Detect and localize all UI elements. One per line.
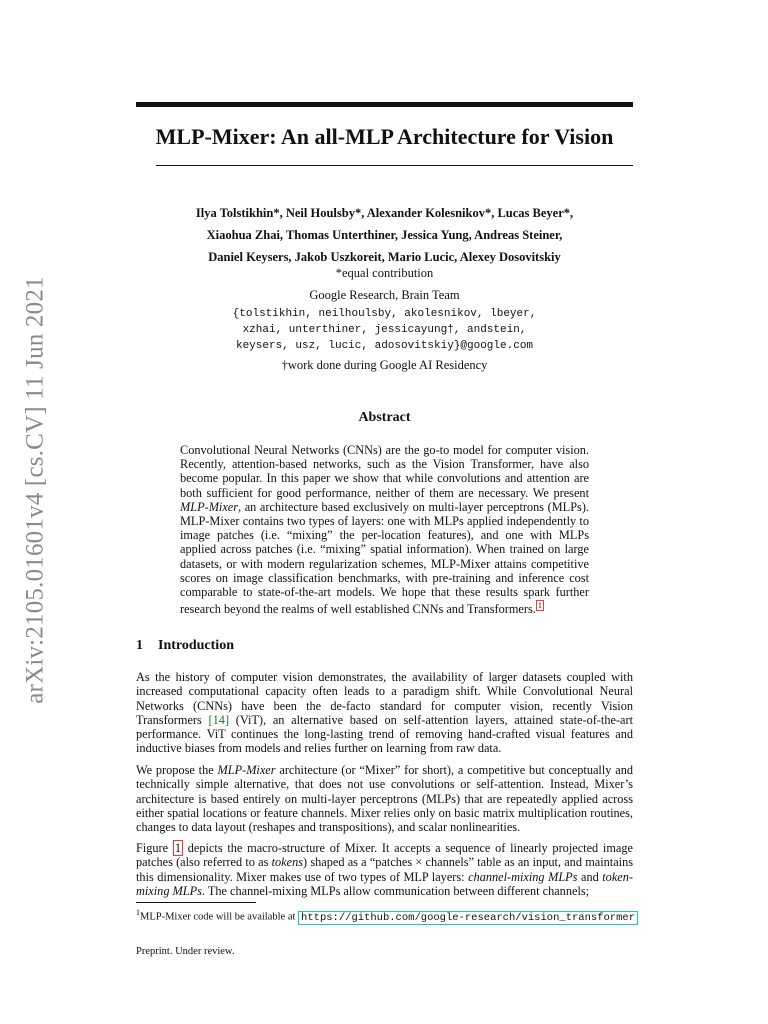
section-number: 1 xyxy=(136,638,143,653)
footnote-mark: 1 xyxy=(136,908,140,917)
residency-note: †work done during Google AI Residency xyxy=(281,358,488,372)
preprint-note: Preprint. Under review. xyxy=(136,946,235,957)
p3-text-d: and xyxy=(577,869,603,884)
equal-contribution-note: *equal contribution xyxy=(335,266,434,280)
p2-text-a: We propose the xyxy=(136,763,218,777)
affiliation-block xyxy=(136,262,633,376)
affiliation: Google Research, Brain Team xyxy=(309,288,460,302)
p3-token-mixing: token-mixing MLPs xyxy=(136,869,633,898)
p3-tokens: tokens xyxy=(271,855,304,870)
abstract-footnote-link[interactable]: 1 xyxy=(537,601,542,611)
p1-text-a: As the history of computer vision demonstrates, the availability of larger datasets coupled with increased computational capacity often leads to a paradigm shift. While Convolutional Neural Networks (CNNs) have been the de-facto standard for computer vision, recently Vision Transformers xyxy=(136,670,633,727)
title-rule-top xyxy=(136,102,633,107)
abstract-text-1: Convolutional Neural Networks (CNNs) are the go-to model for computer vision. Recently, attention-based networks, such as the Vision Transformer, have also become popular. In this paper we show that while convolutions and attention are both sufficient for good performance, neither of them are necessary. We present xyxy=(180,443,589,500)
p2-mlp-mixer: MLP-Mixer xyxy=(217,763,276,777)
section-heading-introduction xyxy=(136,638,633,654)
arxiv-identifier-text: arXiv:2105.01601v4 [cs.CV] 11 Jun 2021 xyxy=(22,276,50,704)
p3-channel-mixing: channel-mixing MLPs xyxy=(468,869,578,884)
p2-text-b: architecture (or “Mixer” for short), a competitive but conceptually and technically simple alternative, that does not use convolutions or self-attention. Instead, Mixer’s architecture is based entirely on multi-layer perceptrons (MLPs) that are repeatedly applied across either spatial locations or feature channels. Mixer relies only on basic matrix multiplication routines, changes to data layout (reshapes and transpositions), and scalar nonlinearities. xyxy=(136,763,633,835)
abstract-mlp-mixer: MLP-Mixer xyxy=(180,499,239,514)
figure-link-1[interactable]: 1 xyxy=(174,841,182,855)
email-line-3: keysers, usz, lucic, adosovitskiy}@google.com xyxy=(235,340,534,352)
title-rule-bottom xyxy=(156,165,633,166)
intro-paragraph-1 xyxy=(136,670,633,756)
author-line-3: Daniel Keysers, Jakob Uszkoreit, Mario Lucic, Alexey Dosovitskiy xyxy=(208,250,561,264)
p3-text-c: ) shaped as a “patches × channels” table as an input, and maintains this dimensionality. Mixer makes use of two types of MLP layers: xyxy=(136,855,634,884)
p3-text-b: depicts the macro-structure of Mixer. It accepts a sequence of linearly projected image patches (also referred to as xyxy=(136,841,633,870)
paper-title: MLP-Mixer: An all-MLP Architecture for Vision xyxy=(155,124,614,149)
email-line-1: {tolstikhin, neilhoulsby, akolesnikov, lbeyer, xyxy=(232,308,537,320)
footnote-rule xyxy=(136,902,256,903)
abstract-body xyxy=(180,443,589,617)
p3-text-e: . The channel-mixing MLPs allow communication between different channels; xyxy=(201,883,590,898)
author-line-1: Ilya Tolstikhin*, Neil Houlsby*, Alexander Kolesnikov*, Lucas Beyer*, xyxy=(195,206,574,220)
code-url-link[interactable]: https://github.com/google-research/vision_transformer xyxy=(298,911,638,925)
author-list xyxy=(136,202,633,268)
section-title: Introduction xyxy=(158,638,234,653)
arxiv-identifier xyxy=(14,276,58,704)
p1-text-b: (ViT), an alternative based on self-attention layers, attained state-of-the-art performance. ViT continues the long-lasting trend of removing hand-crafted visual features and inductive biases from models and relies further on learning from raw data. xyxy=(136,712,633,756)
p3-text-a: Figure xyxy=(136,841,173,855)
footnote-1 xyxy=(136,906,636,925)
footnote-text: MLP-Mixer code will be available at xyxy=(140,911,299,923)
email-line-2: xzhai, unterthiner, jessicayung†, andstein, xyxy=(242,324,527,336)
intro-paragraph-2 xyxy=(136,763,633,834)
intro-paragraph-3 xyxy=(136,841,633,898)
author-line-2: Xiaohua Zhai, Thomas Unterthiner, Jessica Yung, Andreas Steiner, xyxy=(206,228,563,242)
citation-link-14[interactable]: [14] xyxy=(208,712,230,727)
abstract-text-2: , an architecture based exclusively on multi-layer perceptrons (MLPs). MLP-Mixer contains two types of layers: one with MLPs applied independently to image patches (i.e. “mixing” the per-location features), and one with MLPs applied across patches (i.e. “mixing” spatial information). When trained on large datasets, or with modern regularization schemes, MLP-Mixer attains competitive scores on image classification benchmarks, with pre-training and inference cost comparable to state-of-the-art models. We hope that these results spark further research beyond the realms of well established CNNs and Transformers. xyxy=(180,499,589,617)
abstract-heading: Abstract xyxy=(358,410,411,425)
